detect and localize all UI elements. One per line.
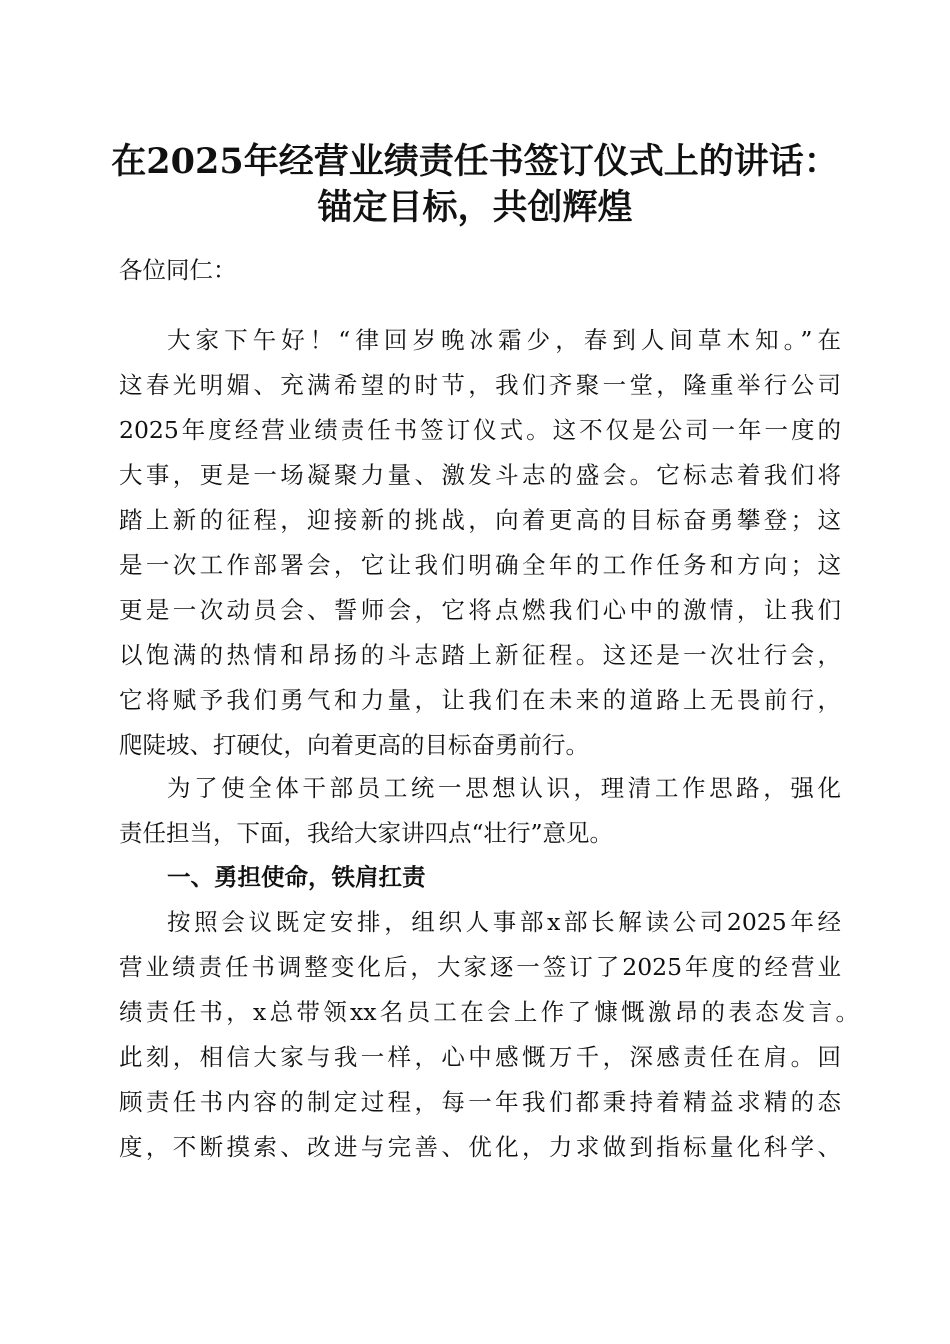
document-title-line-2: 锚定目标，共创辉煌: [317, 187, 633, 228]
paragraph-1-line-10: 爬陡坡、打硬仗，向着更高的目标奋勇前行。: [119, 731, 589, 759]
paragraph-1-line-5: 踏上新的征程，迎接新的挑战，向着更高的目标奋勇攀登；这: [119, 506, 841, 534]
paragraph-1-line-4: 大事，更是一场凝聚力量、激发斗志的盛会。它标志着我们将: [119, 461, 841, 489]
paragraph-2-line-2: 责任担当，下面，我给大家讲四点“壮行”意见。: [119, 819, 614, 847]
paragraph-2-line-1: 为了使全体干部员工统一思想认识，理清工作思路，强化: [167, 774, 841, 802]
paragraph-3-line-4: 此刻，相信大家与我一样，心中感慨万千，深感责任在肩。回: [119, 1043, 841, 1071]
paragraph-1-line-6: 是一次工作部署会，它让我们明确全年的工作任务和方向；这: [119, 551, 841, 579]
paragraph-1-line-7: 更是一次动员会、誓师会，它将点燃我们心中的激情，让我们: [119, 596, 841, 624]
section-1-heading: 一、勇担使命，铁肩扛责: [167, 863, 426, 891]
paragraph-3-line-5: 顾责任书内容的制定过程，每一年我们都秉持着精益求精的态: [119, 1088, 841, 1116]
paragraph-1-line-3: 2025年度经营业绩责任书签订仪式。这不仅是公司一年一度的: [119, 416, 841, 444]
paragraph-3-line-1: 按照会议既定安排，组织人事部x部长解读公司2025年经: [167, 908, 841, 936]
paragraph-3-line-2: 营业绩责任书调整变化后，大家逐一签订了2025年度的经营业: [119, 953, 841, 981]
paragraph-3-line-6: 度，不断摸索、改进与完善、优化，力求做到指标量化科学、: [119, 1133, 841, 1161]
paragraph-1-line-2: 这春光明媚、充满希望的时节，我们齐聚一堂，隆重举行公司: [119, 371, 841, 399]
salutation: 各位同仁：: [119, 256, 237, 284]
paragraph-1-line-1: 大家下午好！“律回岁晚冰霜少，春到人间草木知。”在: [167, 326, 841, 354]
paragraph-3-line-3: 绩责任书，x总带领xx名员工在会上作了慷慨激昂的表态发言。: [119, 998, 859, 1026]
paragraph-1-line-9: 它将赋予我们勇气和力量，让我们在未来的道路上无畏前行，: [119, 686, 841, 714]
document-title-line-1: 在2025年经营业绩责任书签订仪式上的讲话：: [111, 141, 839, 182]
paragraph-1-line-8: 以饱满的热情和昂扬的斗志踏上新征程。这还是一次壮行会，: [119, 641, 841, 669]
